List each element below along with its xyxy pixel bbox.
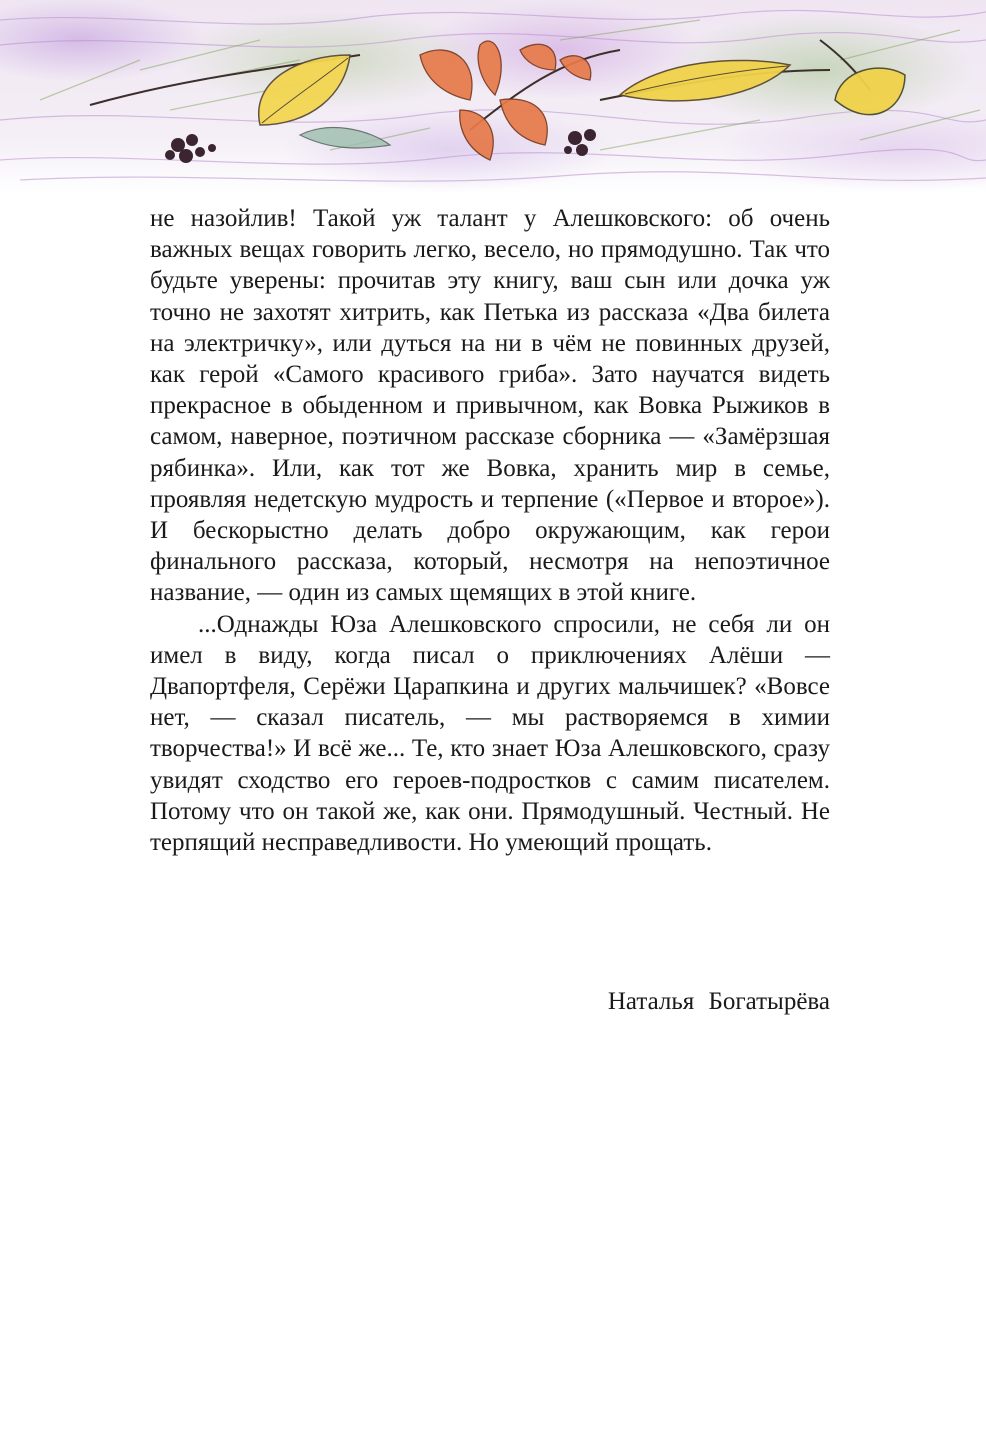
author-signature: Наталья Богатырёва — [607, 988, 830, 1015]
autumn-leaves-illustration — [0, 0, 986, 195]
paragraph-2: ...Однажды Юза Алешковского спросили, не себя ли он имел в виду, когда писал о приключениях Алёши — Двапортфеля, Серёжи Царапкина и других мальчишек? «Вовсе нет, — сказал писатель, — мы растворяемся в химии творчества!» И всё же... Те, кто знает Юза Алешковского, сразу увидят сходство его героев-подростков с самим писателем. Потому что он такой же, как они. Прямодушный. Честный. Не терпящий несправедливости. Но умеющий прощать. — [150, 610, 830, 857]
article-text — [150, 203, 830, 858]
autumn-leaves-banner — [0, 0, 986, 195]
paragraph-1: не назойлив! Такой уж талант у Алешковского: об очень важных вещах говорить легко, весело, но прямодушно. Так что будьте уверены: прочитав эту книгу, ваш сын или дочка уж точно не захотят хитрить, как Петька из рассказа «Два билета на электричку», или дуться на ни в чём не повинных друзей, как герой «Самого красивого гриба». Зато научатся видеть прекрасное в обыденном и привычном, как Вовка Рыжиков в самом, наверное, поэтичном рассказе сборника — «Замёрзшая рябинка». Или, как тот же Вовка, хранить мир в семье, проявляя недетскую мудрость и терпение («Первое и второе»). И бескорыстно делать добро окружающим, как герои финального рассказа, который, несмотря на непоэтичное название, — один из самых щемящих в этой книге. — [150, 205, 830, 607]
